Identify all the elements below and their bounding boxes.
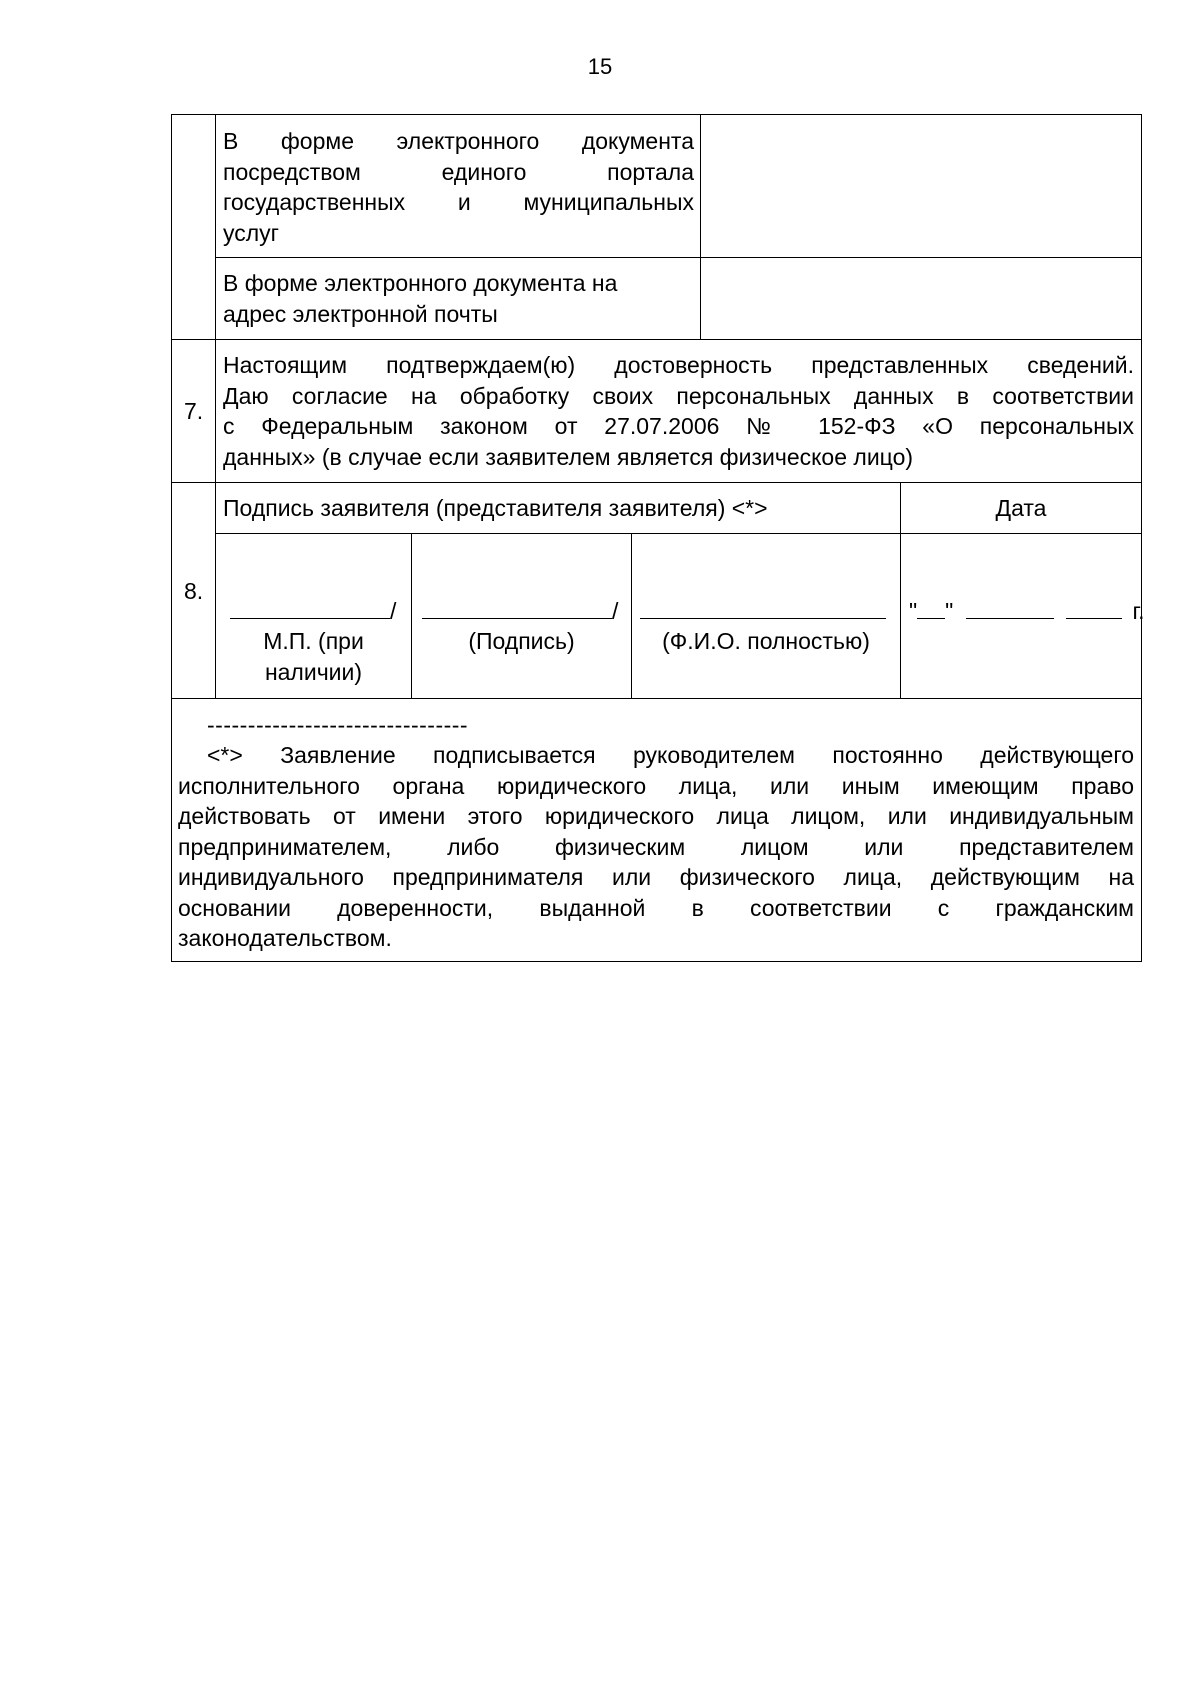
text-line: индивидуального предпринимателя или физического лица, действующим на xyxy=(178,864,1134,890)
date-open-quote: " xyxy=(909,598,918,624)
text-line: данных» (в случае если заявителем является физическое лицо) xyxy=(223,443,914,470)
signature-caption: (Подпись) xyxy=(468,628,575,654)
text-line: В форме электронного документа на xyxy=(223,270,618,296)
text-line: действовать от имени этого юридического лица лицом, или индивидуальным xyxy=(178,803,1134,829)
stamp-blank[interactable] xyxy=(230,594,390,619)
full-name-caption: (Ф.И.О. полностью) xyxy=(662,628,870,654)
text-line: М.П. (при xyxy=(263,628,364,654)
text-line: Настоящим подтверждаем(ю) достоверность представленных сведений. xyxy=(223,352,1134,378)
option-portal-text xyxy=(223,126,694,248)
row6-bottom-border xyxy=(171,339,1142,340)
signature-blank[interactable] xyxy=(422,594,612,619)
stamp-field[interactable] xyxy=(230,594,396,627)
row8-header-divider xyxy=(215,533,1142,534)
text-line: посредством единого портала xyxy=(223,158,694,185)
table-left-border xyxy=(171,114,172,962)
row7-bottom-border xyxy=(171,482,1142,483)
signature-slash: / xyxy=(612,598,619,624)
row8-number: 8. xyxy=(184,578,204,604)
stamp-caption xyxy=(216,626,411,687)
footnote-text xyxy=(178,740,1134,954)
date-year-blank[interactable] xyxy=(1066,594,1122,619)
text-line: <*> Заявление подписывается руководителем постоянно действующего xyxy=(207,742,1134,768)
date-field[interactable] xyxy=(909,594,1145,627)
date-header: Дата xyxy=(995,495,1047,521)
full-name-blank[interactable] xyxy=(640,594,886,619)
row6-column-border xyxy=(700,114,701,340)
row7-number: 7. xyxy=(184,398,204,424)
consent-text xyxy=(223,350,1134,472)
stamp-column-border xyxy=(411,533,412,699)
page-number: 15 xyxy=(587,54,613,79)
table-top-border xyxy=(171,114,1142,115)
text-line: В форме электронного документа xyxy=(223,128,694,154)
row6-inner-divider xyxy=(215,257,1142,258)
date-month-blank[interactable] xyxy=(966,594,1054,619)
text-line: наличии) xyxy=(264,658,363,685)
full-name-field[interactable] xyxy=(640,594,886,627)
date-day-blank[interactable] xyxy=(917,594,945,619)
row8-bottom-border xyxy=(171,698,1142,699)
signature-column-border xyxy=(631,533,632,699)
text-line: Даю согласие на обработку своих персональных данных в соответствии xyxy=(223,382,1134,409)
footnote-separator: -------------------------------- xyxy=(207,712,469,738)
text-line: услуг xyxy=(223,219,280,246)
number-column-border xyxy=(215,114,216,699)
table-bottom-border xyxy=(171,961,1142,962)
text-line: предпринимателем, либо физическим лицом или представителем xyxy=(178,833,1134,860)
text-line: с Федеральным законом от 27.07.2006 № 152-ФЗ «О персональных xyxy=(223,413,1134,439)
text-line: основании доверенности, выданной в соответствии с гражданским xyxy=(178,894,1134,921)
signature-header: Подпись заявителя (представителя заявителя) <*> xyxy=(223,495,768,521)
table-right-border xyxy=(1141,114,1142,962)
stamp-slash: / xyxy=(390,598,397,624)
text-line: адрес электронной почты xyxy=(223,300,498,327)
date-year-suffix: г. xyxy=(1132,598,1145,624)
signature-field[interactable] xyxy=(422,594,618,627)
date-close-quote: " xyxy=(945,598,954,624)
text-line: законодательством. xyxy=(178,925,392,951)
text-line: государственных и муниципальных xyxy=(223,189,694,215)
option-email-text xyxy=(223,268,694,329)
text-line: исполнительного органа юридического лица, или иным имеющим право xyxy=(178,772,1134,799)
